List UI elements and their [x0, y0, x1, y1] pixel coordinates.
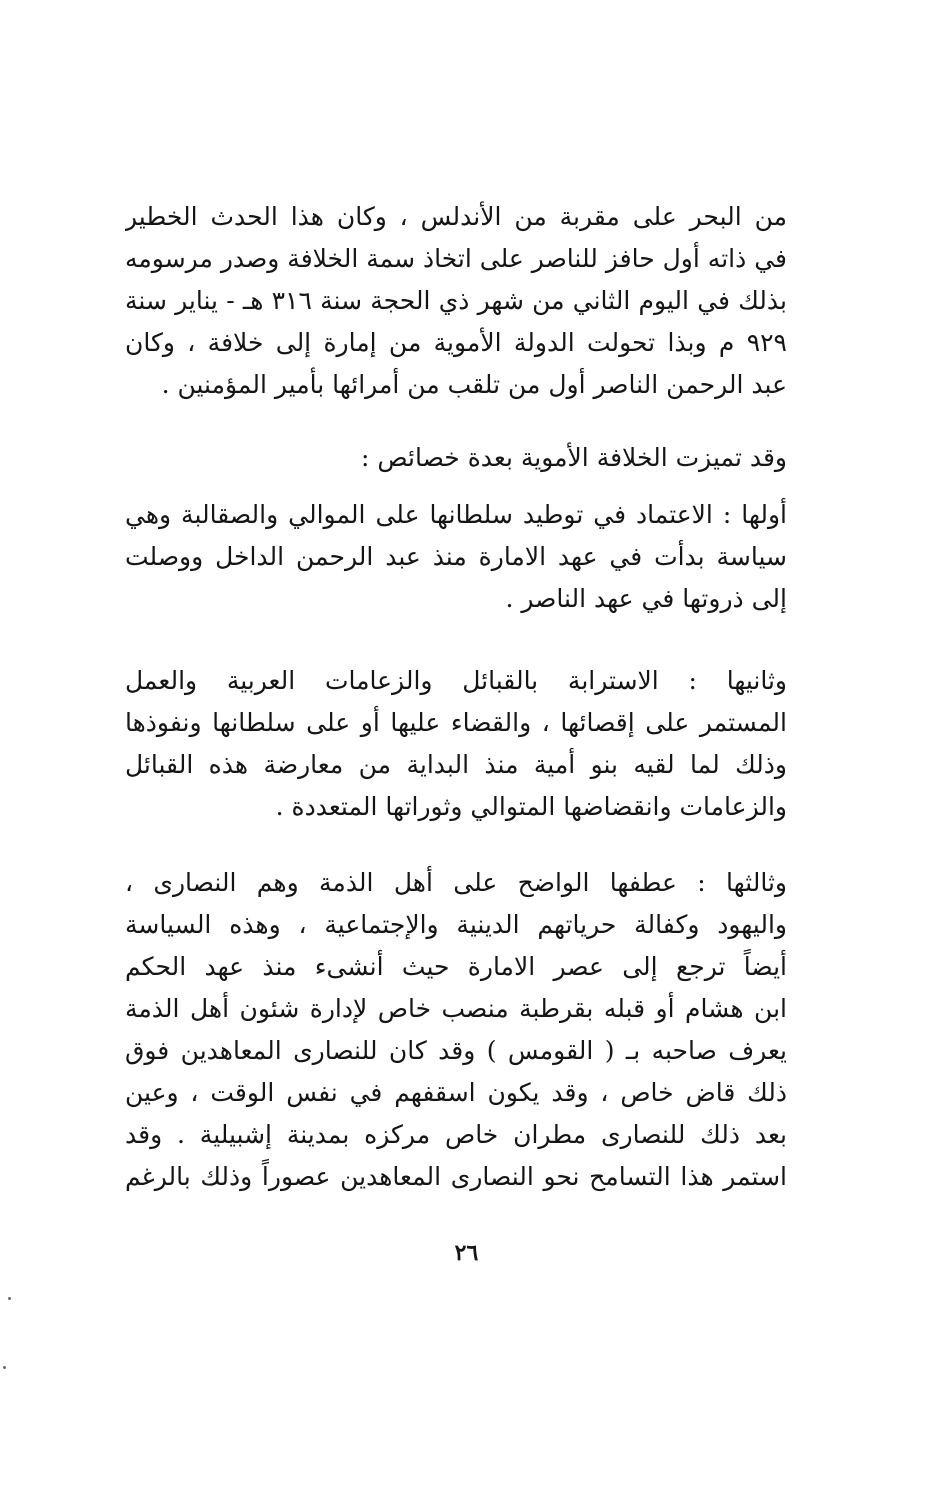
paragraph-third-feature — [125, 862, 787, 1198]
text-line: وثانيها : الاسترابة بالقبائل والزعامات العربية والعمل — [125, 666, 787, 695]
text-line: بعد ذلك للنصارى مطران خاص مركزه بمدينة إشبيلية . وقد — [125, 1120, 787, 1149]
text-line: في ذاته أول حافز للناصر على اتخاذ سمة الخلافة وصدر مرسومه — [125, 244, 787, 273]
text-line: المستمر على إقصائها ، والقضاء عليها أو على سلطانها ونفوذها — [125, 708, 787, 737]
paragraph-second-feature — [125, 660, 787, 828]
scan-speck — [8, 1297, 11, 1300]
page-number: ٢٦ — [454, 1240, 479, 1266]
text-line: يعرف صاحبه بـ ( القومس ) وقد كان للنصارى المعاهدين فوق — [125, 1036, 787, 1065]
text-line: واليهود وكفالة حرياتهم الدينية والإجتماعية ، وهذه السياسة — [125, 910, 787, 939]
text-line: إلى ذروتها في عهد الناصر . — [505, 584, 787, 613]
text-line: ابن هشام أو قبله بقرطبة منصب خاص لإدارة شئون أهل الذمة — [125, 994, 787, 1023]
text-line: سياسة بدأت في عهد الامارة منذ عبد الرحمن الداخل ووصلت — [125, 542, 787, 571]
text-line: من البحر على مقربة من الأندلس ، وكان هذا الحدث الخطير — [125, 202, 787, 231]
text-line: وقد تميزت الخلافة الأموية بعدة خصائص : — [361, 443, 787, 472]
text-line: ذلك قاض خاص ، وقد يكون اسقفهم في نفس الوقت ، وعين — [125, 1078, 787, 1107]
text-line: استمر هذا التسامح نحو النصارى المعاهدين عصوراً وذلك بالرغم — [125, 1162, 787, 1191]
paragraph-continuation — [125, 196, 787, 406]
text-line: أيضاً ترجع إلى عصر الامارة حيث أنشىء منذ عهد الحكم — [125, 952, 787, 981]
paragraph-first-feature — [125, 494, 787, 620]
paragraph-intro — [125, 437, 787, 479]
text-line: عبد الرحمن الناصر أول من تلقب من أمرائها بأمير المؤمنين . — [161, 370, 787, 399]
scan-speck — [3, 1366, 6, 1369]
text-line: بذلك في اليوم الثاني من شهر ذي الحجة سنة ٣١٦ هـ - يناير سنة — [125, 286, 787, 315]
text-line: وثالثها : عطفها الواضح على أهل الذمة وهم النصارى ، — [125, 868, 787, 897]
text-line: والزعامات وانقضاضها المتوالي وثوراتها المتعددة . — [275, 792, 787, 821]
text-line: ٩٢٩ م وبذا تحولت الدولة الأموية من إمارة إلى خلافة ، وكان — [125, 328, 787, 357]
text-line: وذلك لما لقيه بنو أمية منذ البداية من معارضة هذه القبائل — [125, 750, 787, 779]
text-line: أولها : الاعتماد في توطيد سلطانها على الموالي والصقالبة وهي — [125, 500, 787, 529]
